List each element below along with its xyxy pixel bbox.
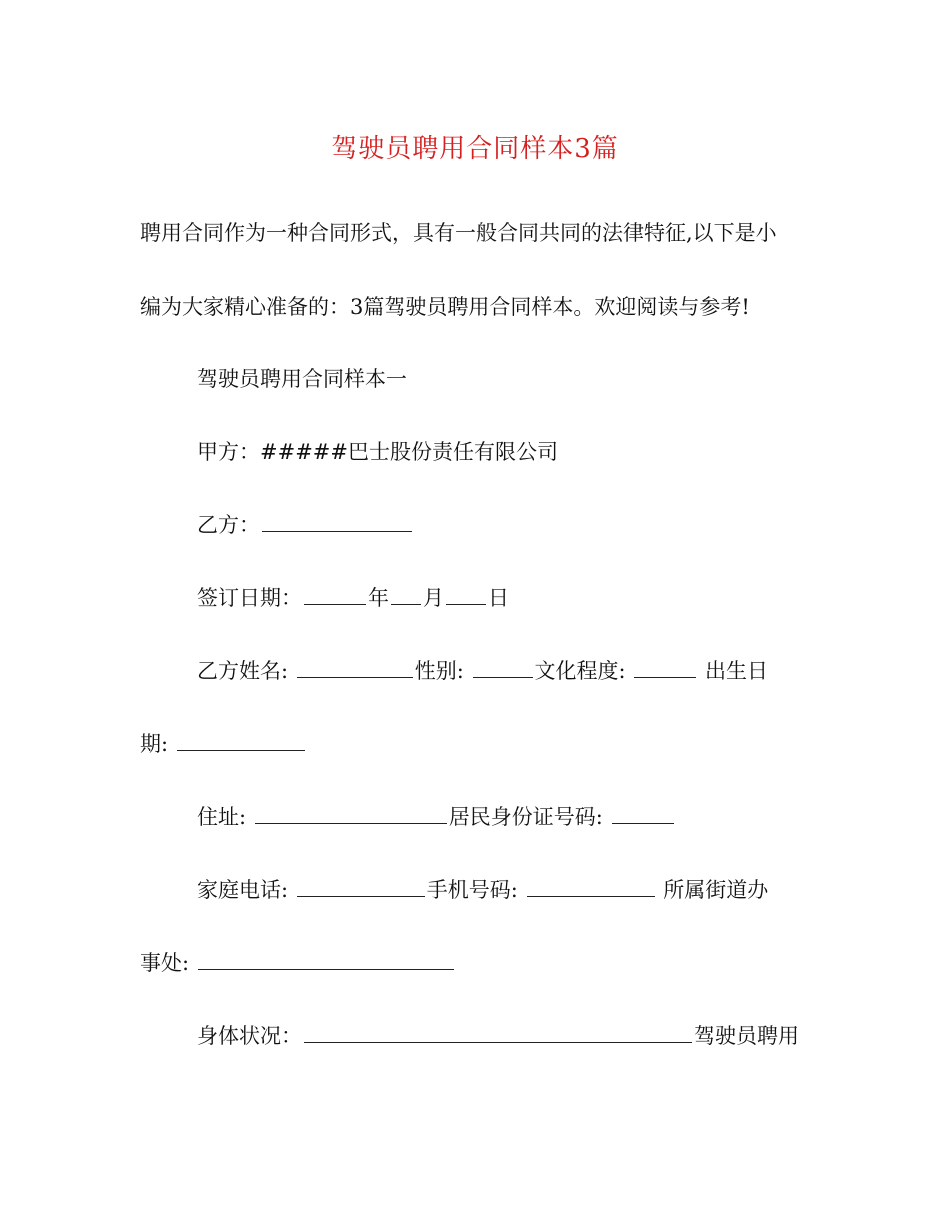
name-row [197,656,768,686]
gender-blank [473,657,533,678]
education-label: 文化程度: [534,659,626,683]
birth-label-1: 出生日 [704,659,768,683]
month-blank [391,584,421,605]
health-row [197,1021,799,1051]
mobile-label: 手机号码: [426,878,518,902]
education-blank [634,657,696,678]
birth-blank [177,730,305,751]
health-label: 身体状况： [197,1024,302,1048]
year-blank [304,584,366,605]
document-title: 驾驶员聘用合同样本3篇 [331,134,619,164]
party-b-label: 乙方： [197,513,260,537]
day-blank [446,584,486,605]
office-row [140,948,456,978]
address-blank [255,803,447,824]
intro-line-2: 编为大家精心准备的：3篇驾驶员聘用合同样本。欢迎阅读与参考! [140,295,750,319]
birth-label-2: 期: [140,732,169,756]
id-label: 居民身份证号码: [448,805,603,829]
month-label: 月 [423,586,444,610]
office-label-2: 事处: [140,951,190,975]
gender-label: 性别: [414,659,464,683]
section-heading: 驾驶员聘用合同样本一 [197,367,407,391]
mobile-blank [527,876,655,897]
party-b-blank [262,511,412,532]
name-label: 乙方姓名: [197,659,289,683]
id-blank [612,803,674,824]
phone-row [197,875,768,905]
name-blank [297,657,413,678]
health-blank [304,1022,692,1043]
office-label-1: 所属街道办 [663,878,769,902]
sign-date-row [197,583,509,613]
address-row [197,802,676,832]
day-label: 日 [488,586,509,610]
home-phone-blank [297,876,425,897]
health-tail: 驾驶员聘用 [694,1024,799,1048]
office-blank [198,949,454,970]
sign-date-label: 签订日期： [197,586,302,610]
party-b-row [197,510,414,540]
home-phone-label: 家庭电话: [197,878,289,902]
address-label: 住址: [197,805,247,829]
year-label: 年 [368,586,389,610]
birth-row [140,729,307,759]
party-a: 甲方：#####巴士股份责任有限公司 [197,440,558,464]
intro-line-1: 聘用合同作为一种合同形式，具有一般合同共同的法律特征,以下是小 [140,221,777,245]
